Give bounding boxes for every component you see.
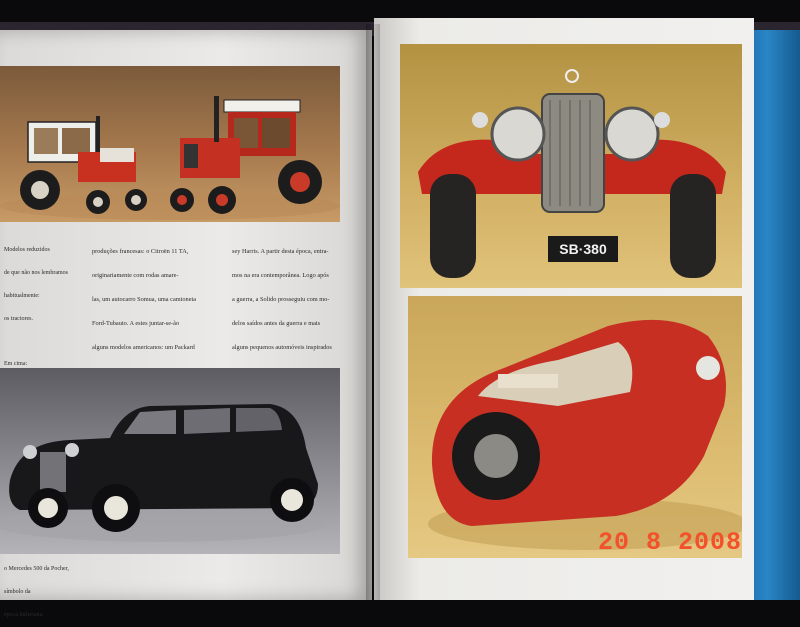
body-line: alguns modelos americanos: um Packard [92, 344, 195, 351]
body-line: sey Harris. A partir desta época, entra- [232, 248, 329, 255]
caption-line: de que não nos lembramos [4, 269, 68, 276]
mercedes-car-photo [408, 296, 742, 558]
body-line: mos na era contemporânea. Logo após [232, 272, 329, 279]
citroen-photo [0, 368, 340, 554]
body-line: alguns pequenos automóveis inspirados [232, 344, 332, 351]
caption-line: os tractores. [4, 315, 33, 322]
caption-line: Modelos reduzidos [4, 247, 50, 254]
caption-line: habitualmente: [4, 292, 40, 299]
body-line: a guerra, a Solido prosseguiu com mo- [232, 296, 330, 303]
body-line: produções francesas: o Citroën 11 TA, [92, 248, 189, 255]
caption-line: época hitleriana. [4, 611, 44, 618]
caption-line [4, 338, 69, 346]
date-stamp: 20 8 2008 [598, 528, 743, 557]
caption-line: o Mercedes 500 da Pocher, [4, 566, 69, 573]
caption-line: símbolo da [4, 588, 31, 595]
mercedes-front-photo [400, 44, 742, 288]
tractors-photo [0, 66, 340, 222]
body-line: Ford-Tubauto. A estes juntar-se-ão [92, 320, 180, 327]
body-line: originariamente com rodas amare- [92, 272, 179, 279]
caption-line: Em cima: [4, 361, 28, 368]
license-plate: SB·380 [559, 241, 607, 257]
body-line: delos saídos antes da guerra e mais [232, 320, 321, 327]
body-line: las, um autocarro Somua, uma camioneta [92, 296, 197, 303]
book-gutter [366, 24, 380, 600]
